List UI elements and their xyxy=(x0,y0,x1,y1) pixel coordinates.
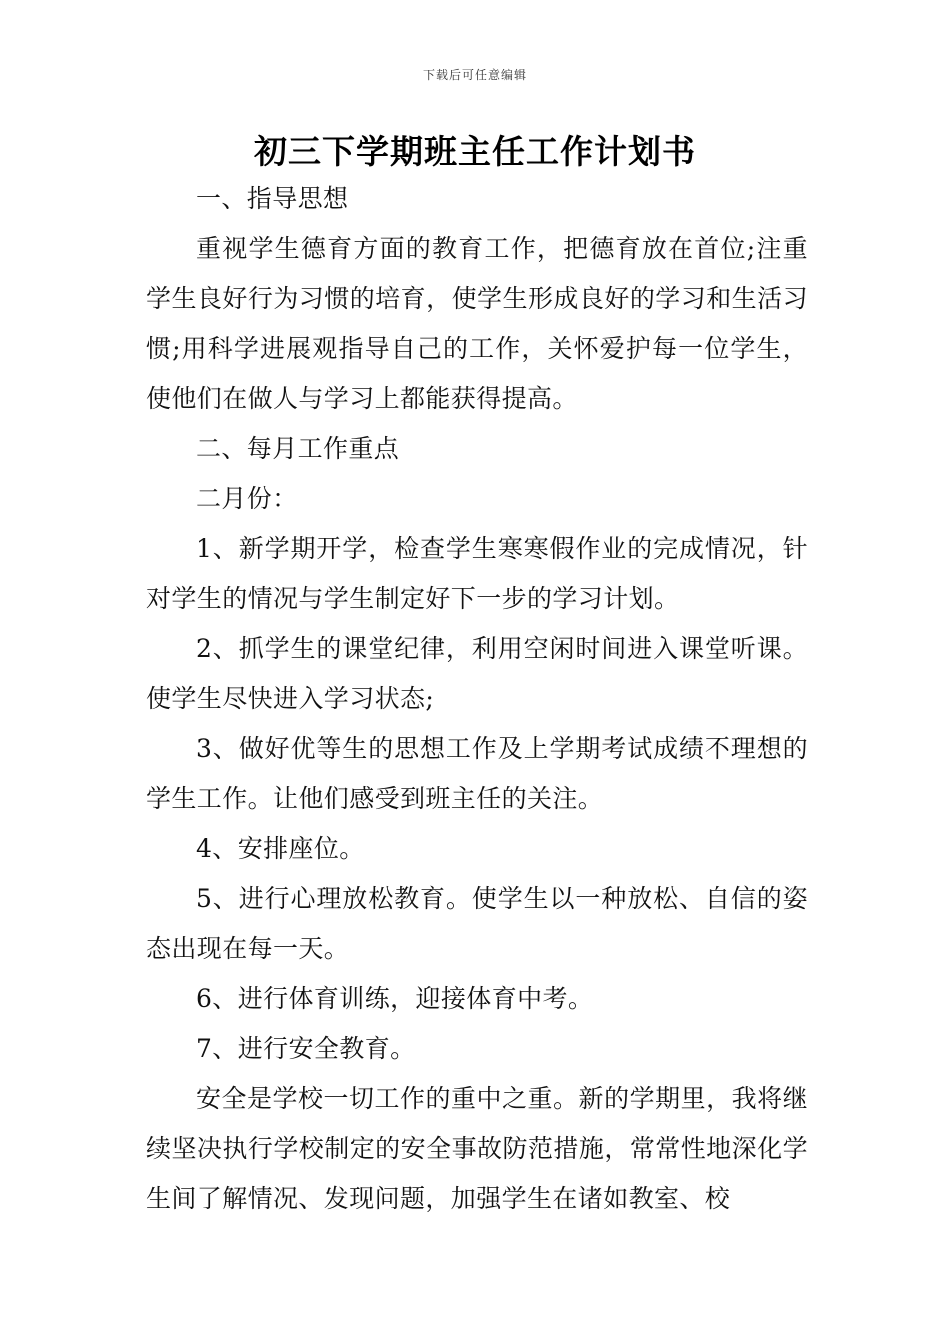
list-item: 6、进行体育训练，迎接体育中考。 xyxy=(196,984,594,1013)
list-item: 1、新学期开学，检查学生寒寒假作业的完成情况，针对学生的情况与学生制定好下一步的学习计划。 xyxy=(146,534,808,613)
list-item: 4、安排座位。 xyxy=(196,834,365,863)
list-item: 2、抓学生的课堂纪律，利用空闲时间进入课堂听课。使学生尽快进入学习状态; xyxy=(146,634,808,713)
document-body xyxy=(146,174,808,1224)
body-paragraph: 重视学生德育方面的教育工作，把德育放在首位;注重学生良好行为习惯的培育，使学生形成良好的学习和生活习惯;用科学进展观指导自己的工作，关怀爱护每一位学生，使他们在做人与学习上都能获得提高。 xyxy=(146,234,808,413)
list-item: 5、进行心理放松教育。使学生以一种放松、自信的姿态出现在每一天。 xyxy=(146,884,808,963)
subheading-february: 二月份： xyxy=(196,484,298,513)
section-heading-monthly-focus: 二、每月工作重点 xyxy=(196,434,400,463)
list-item: 7、进行安全教育。 xyxy=(196,1034,416,1063)
document-title: 初三下学期班主任工作计划书 xyxy=(254,132,696,171)
body-paragraph: 安全是学校一切工作的重中之重。新的学期里，我将继续坚决执行学校制定的安全事故防范措施，常常性地深化学生间了解情况、发现问题，加强学生在诸如教室、校 xyxy=(146,1084,808,1213)
list-item: 3、做好优等生的思想工作及上学期考试成绩不理想的学生工作。让他们感受到班主任的关注。 xyxy=(146,734,808,813)
section-heading-guiding-ideology: 一、指导思想 xyxy=(196,184,349,213)
header-note: 下载后可任意编辑 xyxy=(422,68,527,82)
